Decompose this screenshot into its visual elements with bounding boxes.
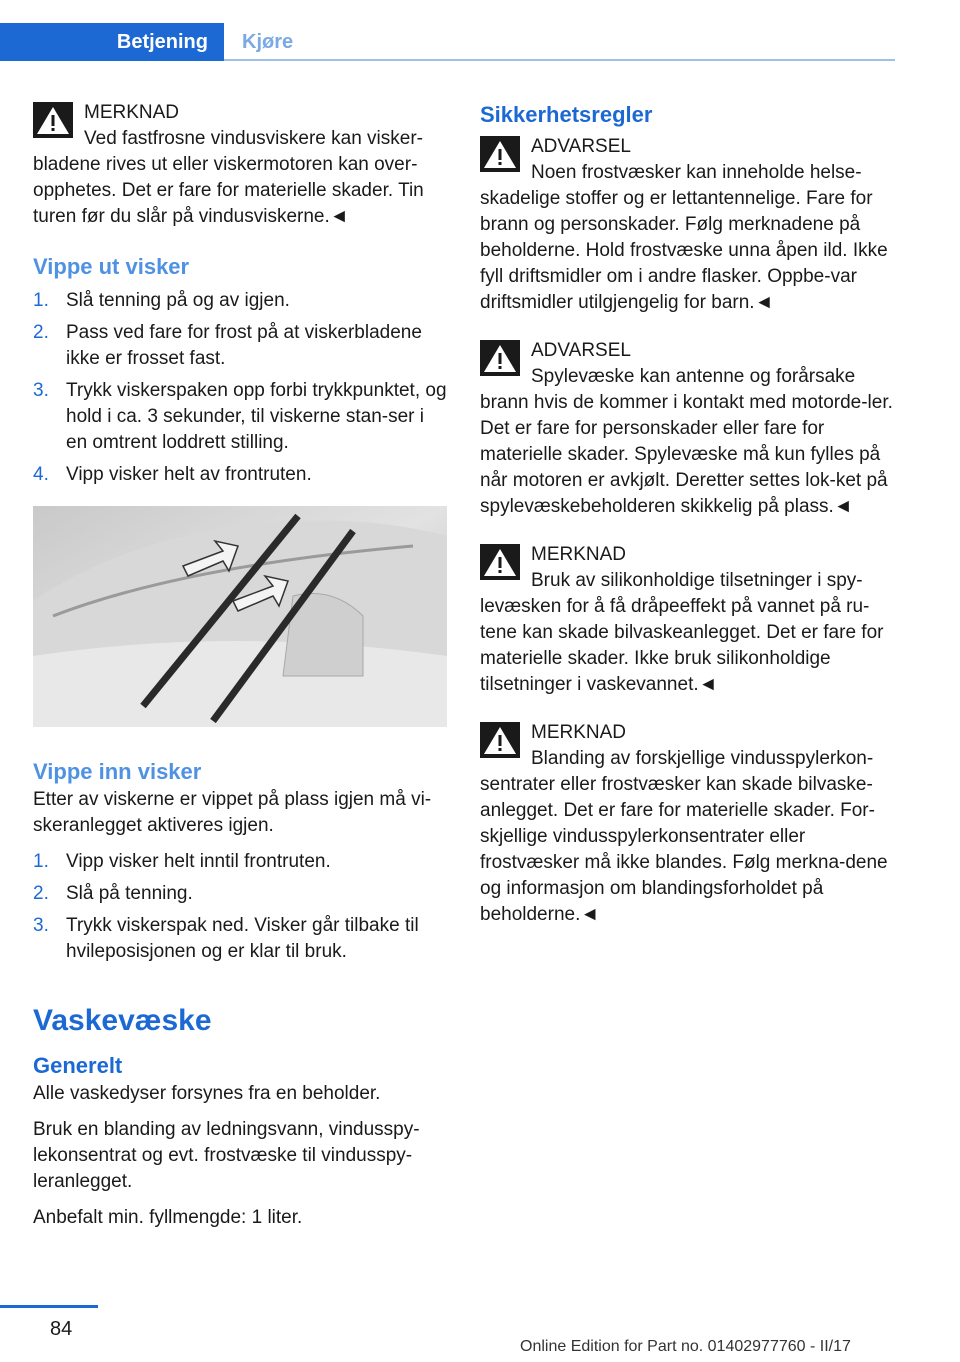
list-item: 4. Vipp visker helt av frontruten. <box>33 464 312 485</box>
warning-icon <box>480 340 520 376</box>
section-title-sikkerhetsregler: Sikkerhetsregler <box>480 102 653 127</box>
note-text-first: Bruk av silikonholdige tilsetninger i spy- <box>531 570 863 591</box>
note-warning <box>480 134 894 316</box>
note-label: MERKNAD <box>84 102 180 123</box>
steps-vippe-inn <box>33 849 447 965</box>
tab-betjening[interactable] <box>0 23 224 61</box>
note-text-first: Spylevæske kan antenne og forårsake <box>531 366 856 387</box>
list-item: 3. Trykk viskerspaken opp forbi trykkpunktet, og hold i ca. 3 sekunder, til viskerne stan-ser i en omtrent loddrett stilling. <box>33 380 447 453</box>
paragraph: Anbefalt min. fyllmengde: 1 liter. <box>33 1207 303 1228</box>
warning-icon <box>480 136 520 172</box>
note-text-first: Blanding av forskjellige vindusspylerkon- <box>531 748 874 769</box>
list-item: 1. Vipp visker helt inntil frontruten. <box>33 851 331 872</box>
chapter-subtitle: Generelt <box>33 1053 123 1078</box>
tab-label: Betjening <box>116 31 208 53</box>
note-text: skadelige stoffer og er lettantennelige. Fare for brann og personskader. Følg merknadene på beholderne. Hold frostvæske unna åpen ild. Ikke fyll driftsmidler om i andre flasker. Oppbe-var driftsmidler utilgjengelig for barn.◄ <box>480 188 888 313</box>
note-label: ADVARSEL <box>531 136 631 157</box>
right-column <box>480 100 894 928</box>
note-label: ADVARSEL <box>531 340 631 361</box>
warning-icon <box>480 722 520 758</box>
list-item: 3. Trykk viskerspak ned. Visker går tilbake til hvileposisjonen og er klar til bruk. <box>33 915 419 962</box>
steps-vippe-ut <box>33 288 447 488</box>
tab-kjore[interactable] <box>224 23 334 61</box>
note-label: MERKNAD <box>531 722 627 743</box>
page-number: 84 <box>50 1318 73 1340</box>
chapter-title: Vaskevæske <box>33 1004 212 1037</box>
note-merknad <box>480 720 894 928</box>
edition-info: Online Edition for Part no. 01402977760 - II/17 <box>520 1338 851 1355</box>
note-text: sentrater eller frostvæsker kan skade bilvaske-anlegget. Det er fare for materielle skader. For-skjellige vindusspylerkonsentrater eller frostvæsker må ikke blandes. Følg merkna-dene og informasjon om blandingsforholdet på beholderne.◄ <box>480 774 888 925</box>
note-text-first: Ved fastfrosne vindusviskere kan visker- <box>84 128 423 149</box>
left-column <box>33 100 447 1231</box>
note-label: MERKNAD <box>531 544 627 565</box>
note-frozen-wipers <box>33 100 447 230</box>
list-item: 1. Slå tenning på og av igjen. <box>33 290 290 311</box>
note-text-first: Noen frostvæsker kan inneholde helse- <box>531 162 862 183</box>
warning-icon <box>480 544 520 580</box>
list-item: 2. Pass ved fare for frost på at viskerbladene ikke er frosset fast. <box>33 322 422 369</box>
paragraph: Alle vaskedyser forsynes fra en beholder. <box>33 1083 381 1104</box>
note-text: bladene rives ut eller viskermotoren kan over-opphetes. Det er fare for materielle skader. Tin turen før du slår på vindusviskerne.◄ <box>33 154 424 227</box>
header-tabbar <box>0 0 895 62</box>
note-text: brann hvis de kommer i kontakt med motorde-ler. Det er fare for personskader eller fare for materielle skader. Spylevæske må kun fylles på når motoren er avkjølt. Deretter settes lok-ket på spylevæskebeholderen skikkelig på plass.◄ <box>480 392 893 517</box>
note-text: levæsken for å få dråpeeffekt på vannet på ru-tene kan skade bilvaskeanlegget. Det er fare for materielle skader. Ikke bruk silikonholdige tilsetninger i vaskevannet.◄ <box>480 596 884 695</box>
paragraph: Bruk en blanding av ledningsvann, vindusspy-lekonsentrat og evt. frostvæske til vindusspy-leranlegget. <box>33 1119 420 1192</box>
footer-line <box>0 1305 98 1308</box>
section-intro: Etter av viskerne er vippet på plass igjen må vi-skeranlegget aktiveres igjen. <box>33 789 432 836</box>
wiper-photo <box>33 506 447 727</box>
note-merknad <box>480 542 894 698</box>
warning-icon <box>33 102 73 138</box>
note-warning <box>480 338 894 520</box>
tab-underline <box>224 59 895 61</box>
section-title-vippe-inn: Vippe inn visker <box>33 759 202 784</box>
list-item: 2. Slå på tenning. <box>33 883 193 904</box>
tab-label: Kjøre <box>242 31 294 53</box>
section-title-vippe-ut: Vippe ut visker <box>33 254 190 279</box>
